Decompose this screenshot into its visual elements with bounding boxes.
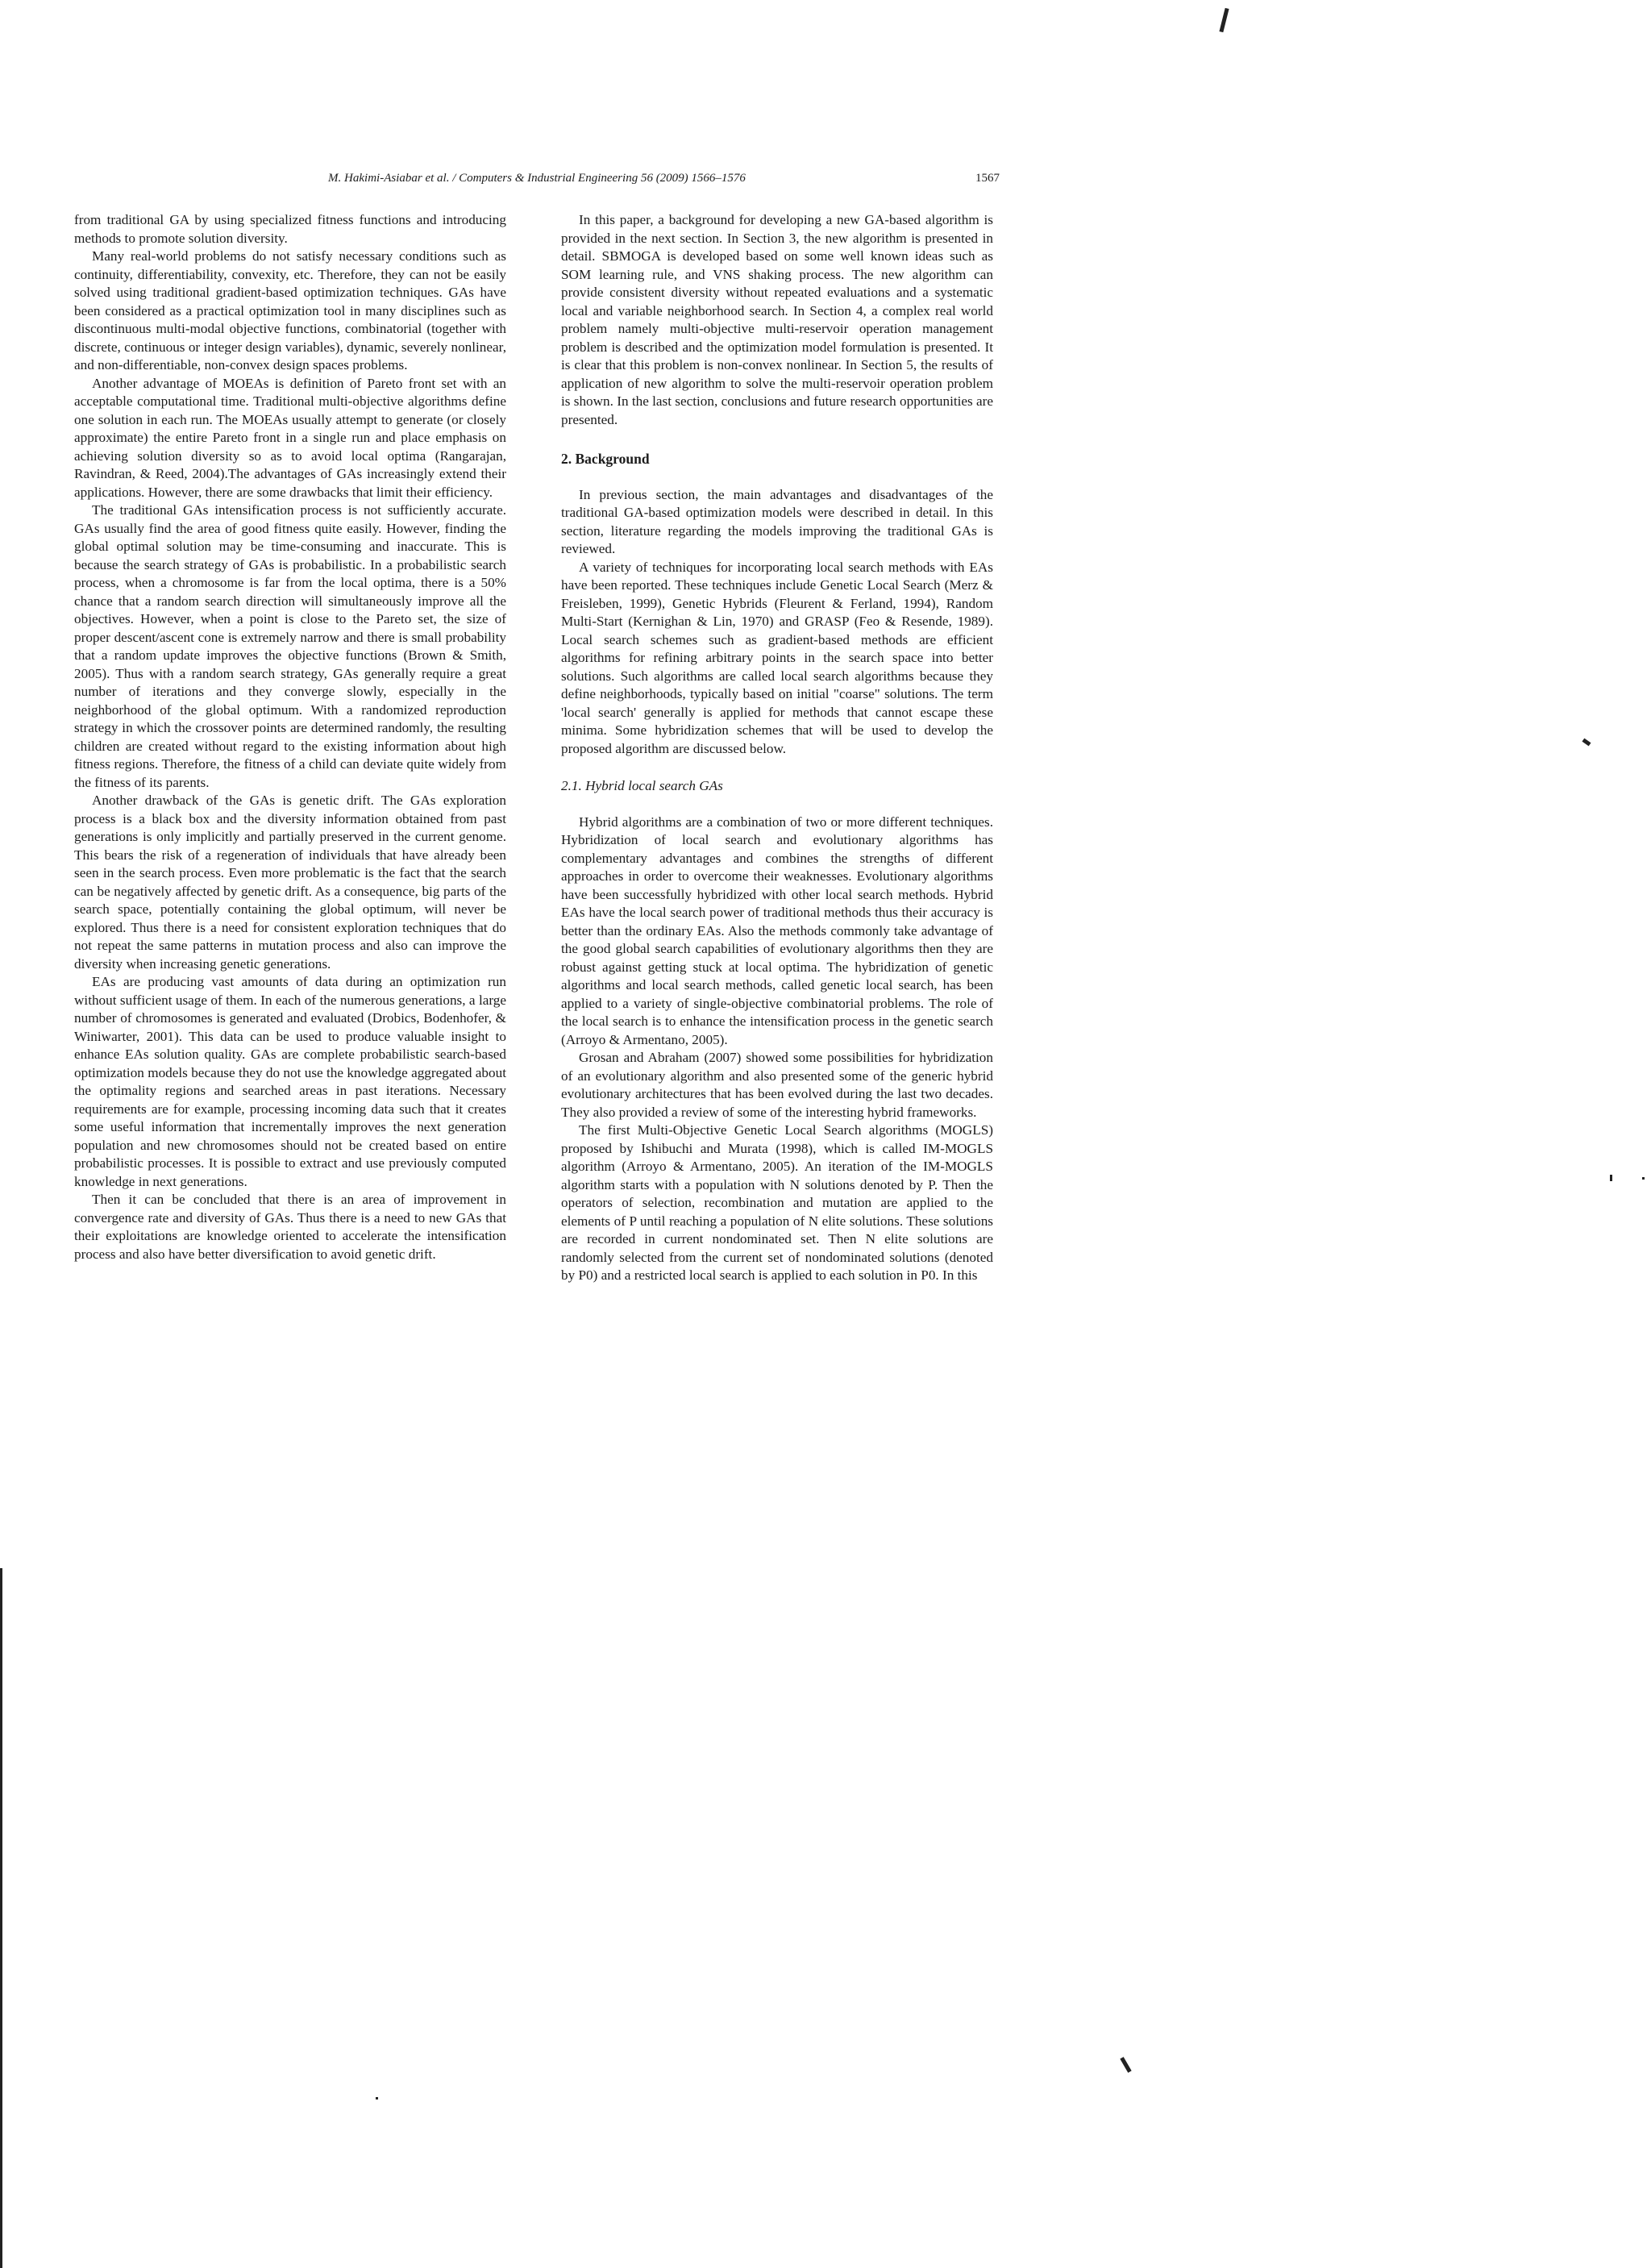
paragraph: The traditional GAs intensification process is not sufficiently accurate. GAs usually find the area of good fitness quite easily. However, finding the global optimal solution may be time-consuming and inaccurate. This is because the search strategy of GAs is probabilistic. In a probabilistic search process, when a chromosome is far from the local optima, there is a 50% chance that a random search direction will simultaneously improve all the objectives. However, when a point is close to the Pareto set, the size of proper descent/ascent cone is extremely narrow and there is small probability that a random update improves the objective functions (Brown & Smith, 2005). Thus with a random search strategy, GAs generally require a great number of iterations and they converge slowly, especially in the neighborhood of the global optimum. With a randomized reproduction strategy in which the crossover points are determined randomly, the resulting children are created without regard to the existing information about high fitness regions. Therefore, the fitness of a child can deviate quite widely from the fitness of its parents. (74, 502, 506, 790)
left-column (74, 211, 506, 1263)
paragraph: Hybrid algorithms are a combination of two or more different techniques. Hybridization of local search and evolutionary algorithms has complementary advantages and combines the strengths of different approaches in order to overcome their weaknesses. Evolutionary algorithms have been successfully hybridized with other local search methods. Hybrid EAs have the local search power of traditional methods thus their accuracy is better than the ordinary EAs. Also the methods commonly take advantage of the good global search capabilities of evolutionary algorithms then they are robust against getting stuck at local optima. The hybridization of genetic algorithms and local search methods, called genetic local search, has been applied to a variety of single-objective combinatorial problems. The role of the local search is to enhance the intensification process in the genetic search (Arroyo & Armentano, 2005). (561, 814, 993, 1047)
scan-mark-bottom-center (376, 2097, 378, 2099)
paragraph: Another advantage of MOEAs is definition of Pareto front set with an acceptable computational time. Traditional multi-objective algorithms define one solution in each run. The MOEAs usually attempt to generate (or closely approximate) the entire Pareto front in a single run and place emphasis on achieving solution diversity so as to avoid local optima (Rangarajan, Ravindran, & Reed, 2004).The advantages of GAs increasingly extend their applications. However, there are some drawbacks that limit their efficiency. (74, 375, 506, 500)
paragraph: from traditional GA by using specialized fitness functions and introducing methods to promote solution diversity. (74, 212, 506, 246)
paragraph: Many real-world problems do not satisfy necessary conditions such as continuity, differentiability, convexity, etc. Therefore, they can not be easily solved using traditional gradient-based optimization techniques. GAs have been considered as a practical optimization tool in many disciplines such as discontinuous multi-modal objective functions, combinatorial (together with discrete, continuous or integer design variables), dynamic, severely nonlinear, and non-differentiable, non-convex design spaces problems. (74, 248, 506, 372)
paragraph: In previous section, the main advantages and disadvantages of the traditional GA-based optimization models were described in detail. In this section, literature regarding the models improving the traditional GAs is reviewed. (561, 486, 993, 556)
scan-mark-bottom-right (1120, 2057, 1131, 2073)
paragraph: A variety of techniques for incorporating local search methods with EAs have been reported. These techniques include Genetic Local Search (Merz & Freisleben, 1999), Genetic Hybrids (Fleurent & Ferland, 1994), Random Multi-Start (Kernighan & Lin, 1970) and GRASP (Feo & Resende, 1989). Local search schemes such as gradient-based methods are efficient algorithms for refining arbitrary points in the search space into better solutions. Such algorithms are called local search algorithms because they define neighborhoods, typically based on initial "coarse" solutions. The term 'local search' generally is applied for methods that cannot escape these minima. Some hybridization schemes that will be used to develop the proposed algorithm are discussed below. (561, 559, 993, 756)
paragraph: Another drawback of the GAs is genetic drift. The GAs exploration process is a black box and the diversity information obtained from past generations is only implicitly and partially preserved in the current genome. This bears the risk of a regeneration of individuals that have already been seen in the search process. Even more problematic is the fact that the search can be negatively affected by genetic drift. As a consequence, big parts of the search space, potentially containing the global optimum, will never be explored. Thus there is a need for consistent exploration techniques that do not repeat the same patterns in mutation process and also can improve the diversity when increasing genetic generations. (74, 793, 506, 972)
section-heading: 2. Background (561, 451, 650, 467)
paragraph: The first Multi-Objective Genetic Local Search algorithms (MOGLS) proposed by Ishibuchi and Murata (1998), which is called IM-MOGLS algorithm (Arroyo & Armentano, 2005). An iteration of the IM-MOGLS algorithm starts with a population with N solutions denoted by P. Then the operators of selection, recombination and mutation are applied to the elements of P until reaching a population of N elite solutions. These solutions are recorded in current nondominated set. Then N elite solutions are randomly selected from the current set of nondominated solutions (denoted by P0) and a restricted local search is applied to each solution in P0. In this (561, 1122, 993, 1283)
scan-mark-top (1219, 8, 1229, 32)
scan-mark-right-2 (1610, 1175, 1612, 1181)
paragraph: Then it can be concluded that there is an area of improvement in convergence rate and diversity of GAs. Thus there is a need to new GAs that their exploitations are knowledge oriented to accelerate the intensification process and also have better diversification to avoid genetic drift. (74, 1192, 506, 1262)
intro-paragraph: In this paper, a background for developing a new GA-based algorithm is provided in the next section. In Section 3, the new algorithm is presented in detail. SBMOGA is developed based on some well known ideas such as SOM learning rule, and VNS shaking process. The new algorithm can provide consistent diversity without repeated evaluations and a systematic local and variable neighborhood search. In Section 4, a complex real world problem namely multi-objective multi-reservoir operation management problem is described and the optimization model formulation is presented. It is clear that this problem is non-convex nonlinear. In Section 5, the results of application of new algorithm to solve the multi-reservoir operation problem is shown. In the last section, conclusions and future research opportunities are presented. (561, 212, 994, 427)
paragraph: EAs are producing vast amounts of data during an optimization run without sufficient usage of them. In each of the numerous generations, a large number of chromosomes is generated and evaluated (Drobics, Bodenhofer, & Winiwarter, 2001). This data can be used to produce valuable insight to enhance EAs solution quality. GAs are complete probabilistic search-based optimization models because they do not use the knowledge aggregated about the optimality regions and searched areas in past iterations. Necessary requirements are for example, processing incoming data such that it creates some useful information that incrementally improves the next generation population and new chromosomes should not be created based on entire probabilistic processes. It is possible to extract and use previously computed knowledge in next generations. (74, 974, 506, 1189)
page-number: 1567 (975, 172, 1000, 185)
right-column (561, 211, 993, 1285)
scan-mark-edge-left (0, 1568, 2, 2268)
paragraph: Grosan and Abraham (2007) showed some possibilities for hybridization of an evolutionary algorithm and also presented some of the generic hybrid evolutionary architectures that has been evolved during the last two decades. They also provided a review of some of the interesting hybrid frameworks. (561, 1050, 993, 1120)
running-head: M. Hakimi-Asiabar et al. / Computers & Industrial Engineering 56 (2009) 1566–1576 (328, 172, 746, 185)
scan-mark-right-3 (1642, 1177, 1645, 1180)
scan-mark-right-1 (1582, 739, 1591, 747)
page-header (74, 172, 1000, 193)
subsection-heading: 2.1. Hybrid local search GAs (561, 778, 723, 793)
